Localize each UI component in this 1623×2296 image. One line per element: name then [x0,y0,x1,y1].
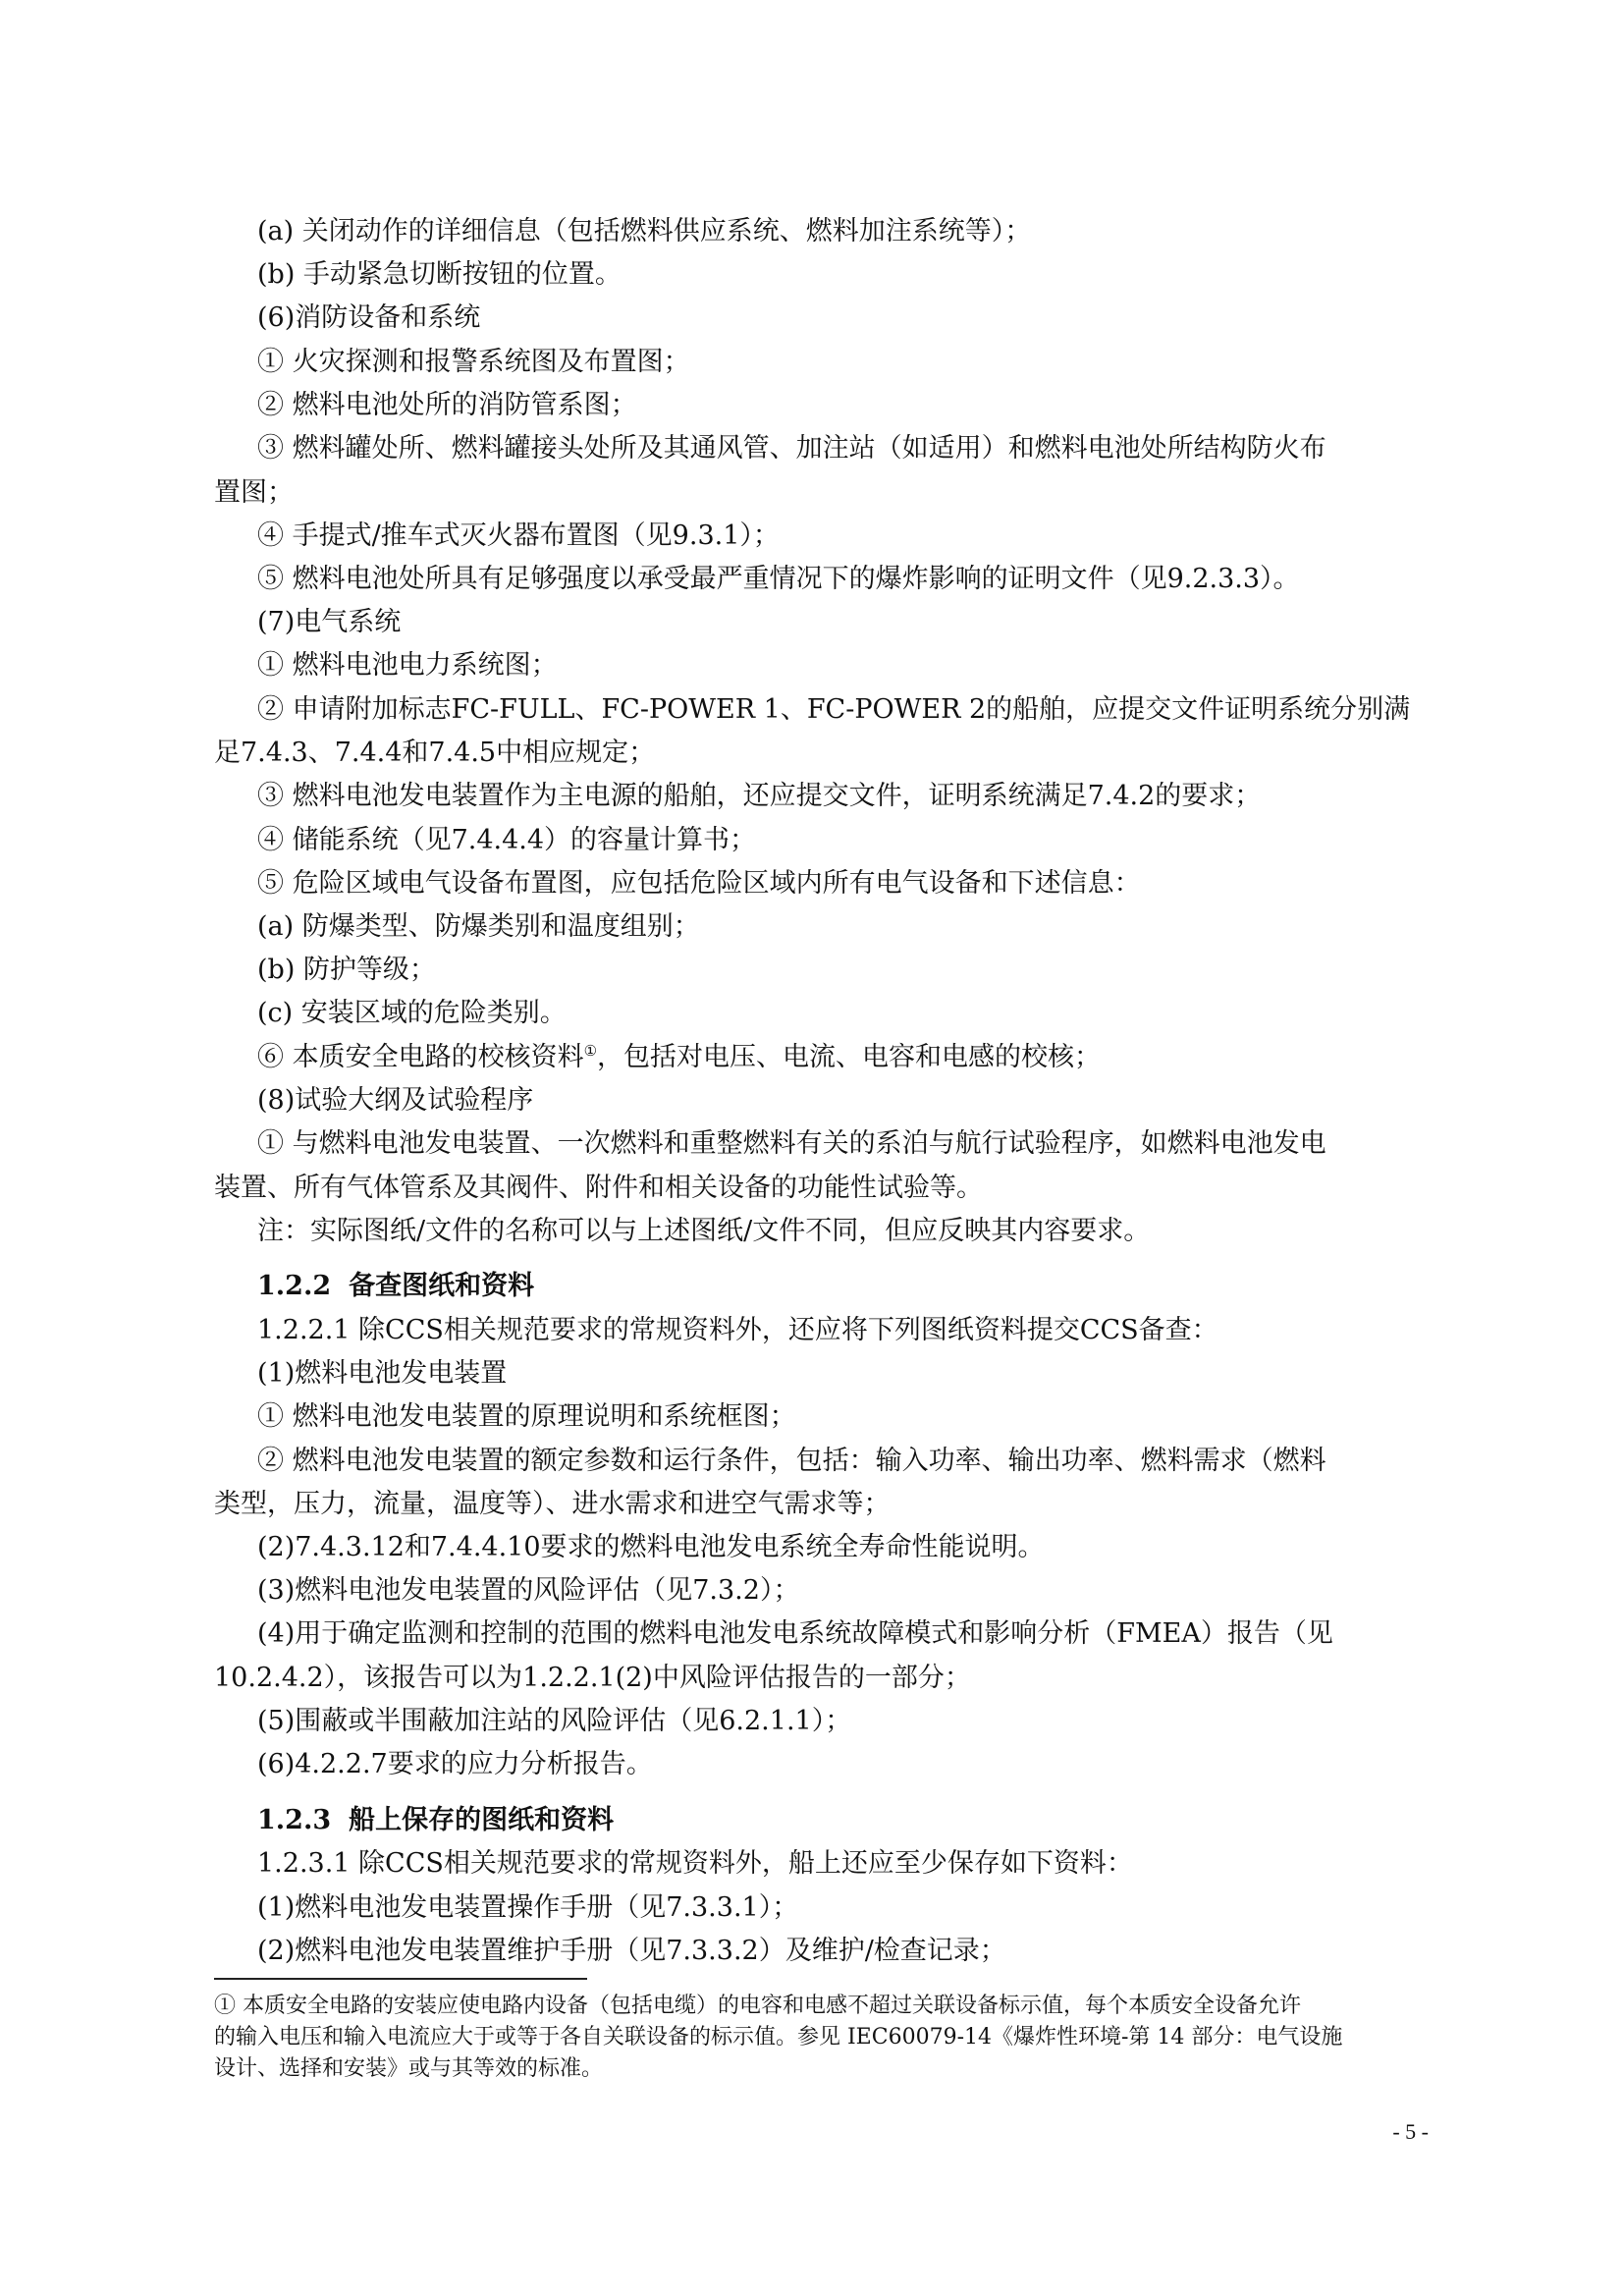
body-line: (7)电气系统 [257,607,402,637]
body-line: (6)消防设备和系统 [257,302,481,333]
body-line: 注：实际图纸/文件的名称可以与上述图纸/文件不同，但应反映其内容要求。 [257,1216,1151,1246]
body-line: (6)4.2.2.7要求的应力分析报告。 [257,1749,653,1779]
footnote-line: 设计、选择和安装》或与其等效的标准。 [214,2056,604,2081]
footnote-line: 的输入电压和输入电流应大于或等于各自关联设备的标示值。参见 IEC60079-14《爆炸性环境-第 14 部分：电气设施 [214,2025,1343,2050]
body-line: (b) 防护等级； [257,955,436,985]
section-title: 备查图纸和资料 [349,1271,535,1301]
body-line: (2)燃料电池发电装置维护手册（见7.3.3.2）及维护/检查记录； [257,1936,1006,1966]
body-line: (2)7.4.3.12和7.4.4.10要求的燃料电池发电系统全寿命性能说明。 [257,1532,1045,1562]
body-line: (c) 安装区域的危险类别。 [257,998,567,1028]
body-line: (4)用于确定监测和控制的范围的燃料电池发电系统故障模式和影响分析（FMEA）报告（见 [257,1618,1333,1649]
footnote-ref-text-before: ⑥ 本质安全电路的校核资料 [257,1042,584,1072]
body-line: 置图； [214,477,294,508]
body-line: ① 火灾探测和报警系统图及布置图； [257,347,690,377]
body-line: ④ 储能系统（见7.4.4.4）的容量计算书； [257,825,757,855]
body-line: (1)燃料电池发电装置操作手册（见7.3.3.1）； [257,1892,799,1923]
footnote-ref-text-after: ，包括对电压、电流、电容和电感的校核； [597,1042,1102,1072]
footnote-ref-mark[interactable]: ① [583,1042,598,1060]
body-line: (5)围蔽或半围蔽加注站的风险评估（见6.2.1.1）； [257,1706,852,1736]
body-line: ③ 燃料罐处所、燃料罐接头处所及其通风管、加注站（如适用）和燃料电池处所结构防火布 [257,433,1326,464]
page-number: - 5 - [1392,2119,1429,2144]
body-line: ② 燃料电池处所的消防管系图； [257,390,637,420]
body-line: ② 燃料电池发电装置的额定参数和运行条件，包括：输入功率、输出功率、燃料需求（燃料 [257,1446,1326,1476]
body-line: ① 与燃料电池发电装置、一次燃料和重整燃料有关的系泊与航行试验程序，如燃料电池发电 [257,1128,1326,1159]
body-line: (8)试验大纲及试验程序 [257,1085,534,1116]
body-line: 1.2.2.1 除CCS相关规范要求的常规资料外，还应将下列图纸资料提交CCS备查： [257,1315,1218,1345]
body-line: ② 申请附加标志FC-FULL、FC-POWER 1、FC-POWER 2的船舶，应提交文件证明系统分别满 [257,694,1411,725]
body-line: ④ 手提式/推车式灭火器布置图（见9.3.1）； [257,520,780,551]
body-line: ⑤ 危险区域电气设备布置图，应包括危险区域内所有电气设备和下述信息： [257,868,1141,899]
body-line: ③ 燃料电池发电装置作为主电源的船舶，还应提交文件，证明系统满足7.4.2的要求； [257,781,1262,811]
body-line: ① 燃料电池电力系统图； [257,650,558,681]
body-line: 装置、所有气体管系及其阀件、附件和相关设备的功能性试验等。 [214,1173,983,1203]
body-line: (3)燃料电池发电装置的风险评估（见7.3.2）； [257,1575,800,1606]
body-line: ① 燃料电池发电装置的原理说明和系统框图； [257,1401,796,1432]
body-line: 1.2.3.1 除CCS相关规范要求的常规资料外，船上还应至少保存如下资料： [257,1848,1133,1879]
section-heading-1-2-3 [0,1803,1623,1838]
body-line: 足7.4.3、7.4.4和7.4.5中相应规定； [214,738,656,768]
section-title: 船上保存的图纸和资料 [349,1805,615,1835]
footnote-line: ① 本质安全电路的安装应使电路内设备（包括电缆）的电容和电感不超过关联设备标示值，每个本质安全设备允许 [214,1994,1301,2018]
body-line: 10.2.4.2），该报告可以为1.2.2.1(2)中风险评估报告的一部分； [214,1663,971,1693]
section-number: 1.2.2 [257,1271,332,1301]
body-line: (1)燃料电池发电装置 [257,1358,508,1389]
section-heading-1-2-2 [0,1269,1623,1304]
section-number: 1.2.3 [257,1805,332,1835]
footnote-divider [214,1978,587,1980]
body-line: (b) 手动紧急切断按钮的位置。 [257,259,622,290]
body-line: ⑤ 燃料电池处所具有足够强度以承受最严重情况下的爆炸影响的证明文件（见9.2.3.3）。 [257,564,1300,594]
body-line: 类型，压力，流量，温度等）、进水需求和进空气需求等； [214,1489,891,1519]
body-line: (a) 关闭动作的详细信息（包括燃料供应系统、燃料加注系统等）； [257,216,1032,246]
body-line: (a) 防爆类型、防爆类别和温度组别； [257,911,700,942]
body-line-with-footnote-ref [0,1040,1623,1075]
